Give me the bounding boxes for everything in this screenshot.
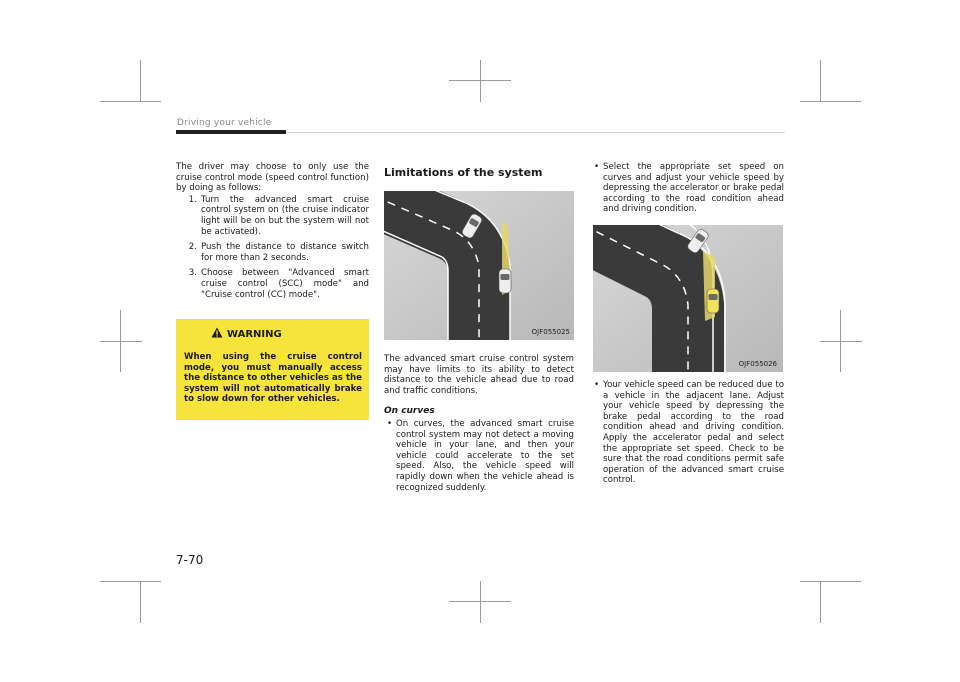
section-heading: Limitations of the system bbox=[384, 166, 543, 179]
step-3 bbox=[176, 268, 369, 300]
bullet-text: Your vehicle speed can be reduced due to a vehicle in the adjacent lane. Adjust your vehicle speed by depressing the brake pedal according to the road condition ahead and driving condition. Apply the accelerator pedal and select the appropriate set speed. Check to be sure that the road conditions permit safe operation of the advanced smart cruise control. bbox=[603, 380, 784, 486]
figure-adjacent-lane bbox=[593, 225, 783, 372]
bullet-text: On curves, the advanced smart cruise control system may not detect a moving vehicle in your lane, and then your vehicle could accelerate to the set speed. Also, the vehicle speed will rapidly down when the vehicle ahead is recognized suddenly. bbox=[396, 419, 574, 493]
limitations-paragraph: The advanced smart cruise control system may have limits to its ability to detect distance to the vehicle ahead due to road and traffic conditions. bbox=[384, 354, 574, 396]
section-header: Driving your vehicle bbox=[177, 118, 272, 128]
header-bar bbox=[176, 130, 286, 134]
step-text: Turn the advanced smart cruise control system on (the cruise indicator light will be on but the system will not be activated). bbox=[201, 194, 369, 237]
step-text: Push the distance to distance switch for more than 2 seconds. bbox=[201, 242, 369, 263]
figure-code: OJF055026 bbox=[738, 360, 777, 368]
page-number: 7-70 bbox=[176, 553, 204, 567]
subheading-on-curves: On curves bbox=[384, 406, 435, 416]
list-item bbox=[593, 380, 784, 486]
right-column-bottom bbox=[593, 380, 784, 486]
bullet-dot: • bbox=[387, 419, 393, 429]
curves-bullet-block bbox=[386, 419, 574, 493]
step-2 bbox=[176, 242, 369, 263]
middle-column bbox=[384, 354, 574, 396]
step-number: 1. bbox=[188, 194, 197, 205]
step-number: 2. bbox=[188, 242, 197, 253]
list-item bbox=[386, 419, 574, 493]
bullet-dot: • bbox=[594, 380, 600, 390]
warning-box bbox=[176, 319, 369, 420]
warning-title: WARNING bbox=[227, 328, 282, 340]
intro-paragraph: The driver may choose to only use the cruise control mode (speed control function) by doing as follows: bbox=[176, 162, 369, 194]
figure-code: OJF055025 bbox=[531, 328, 570, 336]
bullet-dot: • bbox=[594, 162, 600, 172]
step-number: 3. bbox=[188, 268, 197, 279]
step-1 bbox=[176, 195, 369, 237]
left-column bbox=[176, 162, 369, 305]
warning-triangle-icon bbox=[211, 327, 223, 341]
warning-header bbox=[211, 327, 282, 341]
bullet-text: Select the appropriate set speed on curves and adjust your vehicle speed by depressing the accelerator or brake pedal according to the road condition ahead and driving condition. bbox=[603, 162, 784, 215]
figure-curve-road bbox=[384, 191, 574, 340]
step-text: Choose between "Advanced smart cruise control (SCC) mode" and "Cruise control (CC) mode". bbox=[201, 268, 369, 300]
header-rule bbox=[286, 132, 785, 133]
right-column-top bbox=[593, 162, 784, 215]
warning-text: When using the cruise control mode, you must manually access the distance to other vehicles as the system will not automatically brake to slow down for other vehicles. bbox=[184, 352, 362, 405]
list-item bbox=[593, 162, 784, 215]
